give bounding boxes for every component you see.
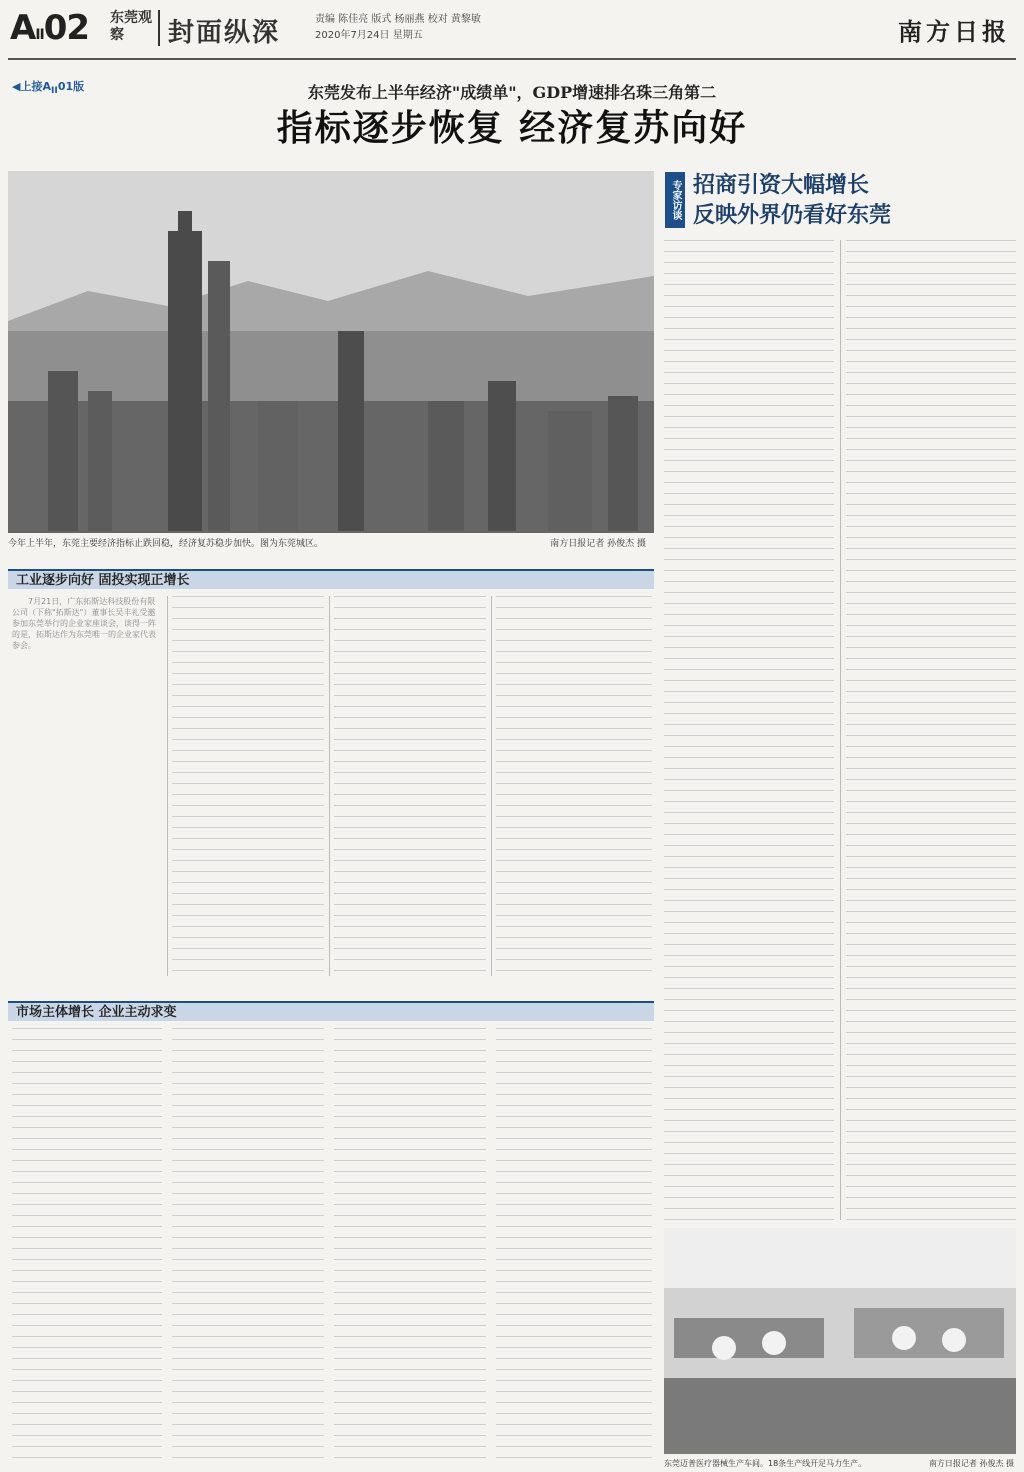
interview-column <box>846 240 1016 1220</box>
factory-graphic <box>664 1228 1016 1454</box>
article-column <box>496 596 652 976</box>
brand-logo: 南方日报 <box>898 17 1010 46</box>
edition-tag: 东莞观察 <box>110 10 152 43</box>
header-rule <box>8 58 1016 60</box>
article-column <box>12 596 162 976</box>
meta-credits: 责编 陈佳亮 版式 杨丽燕 校对 黄黎敏 <box>315 14 481 25</box>
section-title: 封面纵深 <box>168 18 281 48</box>
interview-column <box>664 240 834 1220</box>
factory-photo <box>664 1228 1016 1454</box>
kicker: 东莞发布上半年经济"成绩单"，GDP增速排名珠三角第二 <box>307 83 717 102</box>
article-column <box>334 596 486 976</box>
interview-title-line2: 反映外界仍看好东莞 <box>693 202 892 228</box>
header-divider <box>158 10 160 46</box>
headline: 指标逐步恢复 经济复苏向好 <box>276 107 748 149</box>
interview-title <box>693 170 1013 230</box>
photo-caption <box>8 536 654 549</box>
column-divider <box>491 596 492 976</box>
interview-title-line1: 招商引资大幅增长 <box>693 172 870 198</box>
photo-credit: 南方日报记者 孙俊杰 摄 <box>550 539 646 549</box>
article-column <box>334 1028 486 1466</box>
city-skyline-photo <box>8 171 654 533</box>
meta-date: 2020年7月24日 星期五 <box>315 30 423 41</box>
column-divider <box>329 596 330 976</box>
photo-caption <box>664 1458 1016 1469</box>
article-column <box>496 1028 652 1466</box>
caption-text: 东莞迈普医疗器械生产车间。18条生产线开足马力生产。 <box>664 1459 867 1468</box>
lead-paragraph: 7月21日，广东拓斯达科技股份有限公司（下称"拓斯达"）董事长吴丰礼受邀参加东莞举行的企业家座谈会，谈得一阵的是，拓斯达作为东莞唯一的企业家代表参会。 <box>12 597 156 650</box>
column-divider <box>840 240 841 1220</box>
page-header <box>0 0 1024 62</box>
article-column <box>172 596 324 976</box>
page-meta <box>315 12 481 44</box>
skyline-graphic <box>8 171 654 533</box>
continuation-note[interactable]: ◀上接$A_{II}01$版 <box>12 80 85 97</box>
column-divider <box>167 596 168 976</box>
caption-text: 今年上半年，东莞主要经济指标止跌回稳，经济复苏稳步加快。图为东莞城区。 <box>8 539 324 549</box>
section-header-market: 市场主体增长 企业主动求变 <box>8 1001 654 1021</box>
section-header-industry: 工业逐步向好 固投实现正增长 <box>8 569 654 589</box>
photo-credit: 南方日报记者 孙俊杰 摄 <box>928 1459 1014 1468</box>
article-column <box>172 1028 324 1466</box>
article-column <box>12 1028 162 1466</box>
edition-label: AII02 <box>10 8 90 48</box>
interview-tag: 专家访谈 <box>665 172 685 228</box>
